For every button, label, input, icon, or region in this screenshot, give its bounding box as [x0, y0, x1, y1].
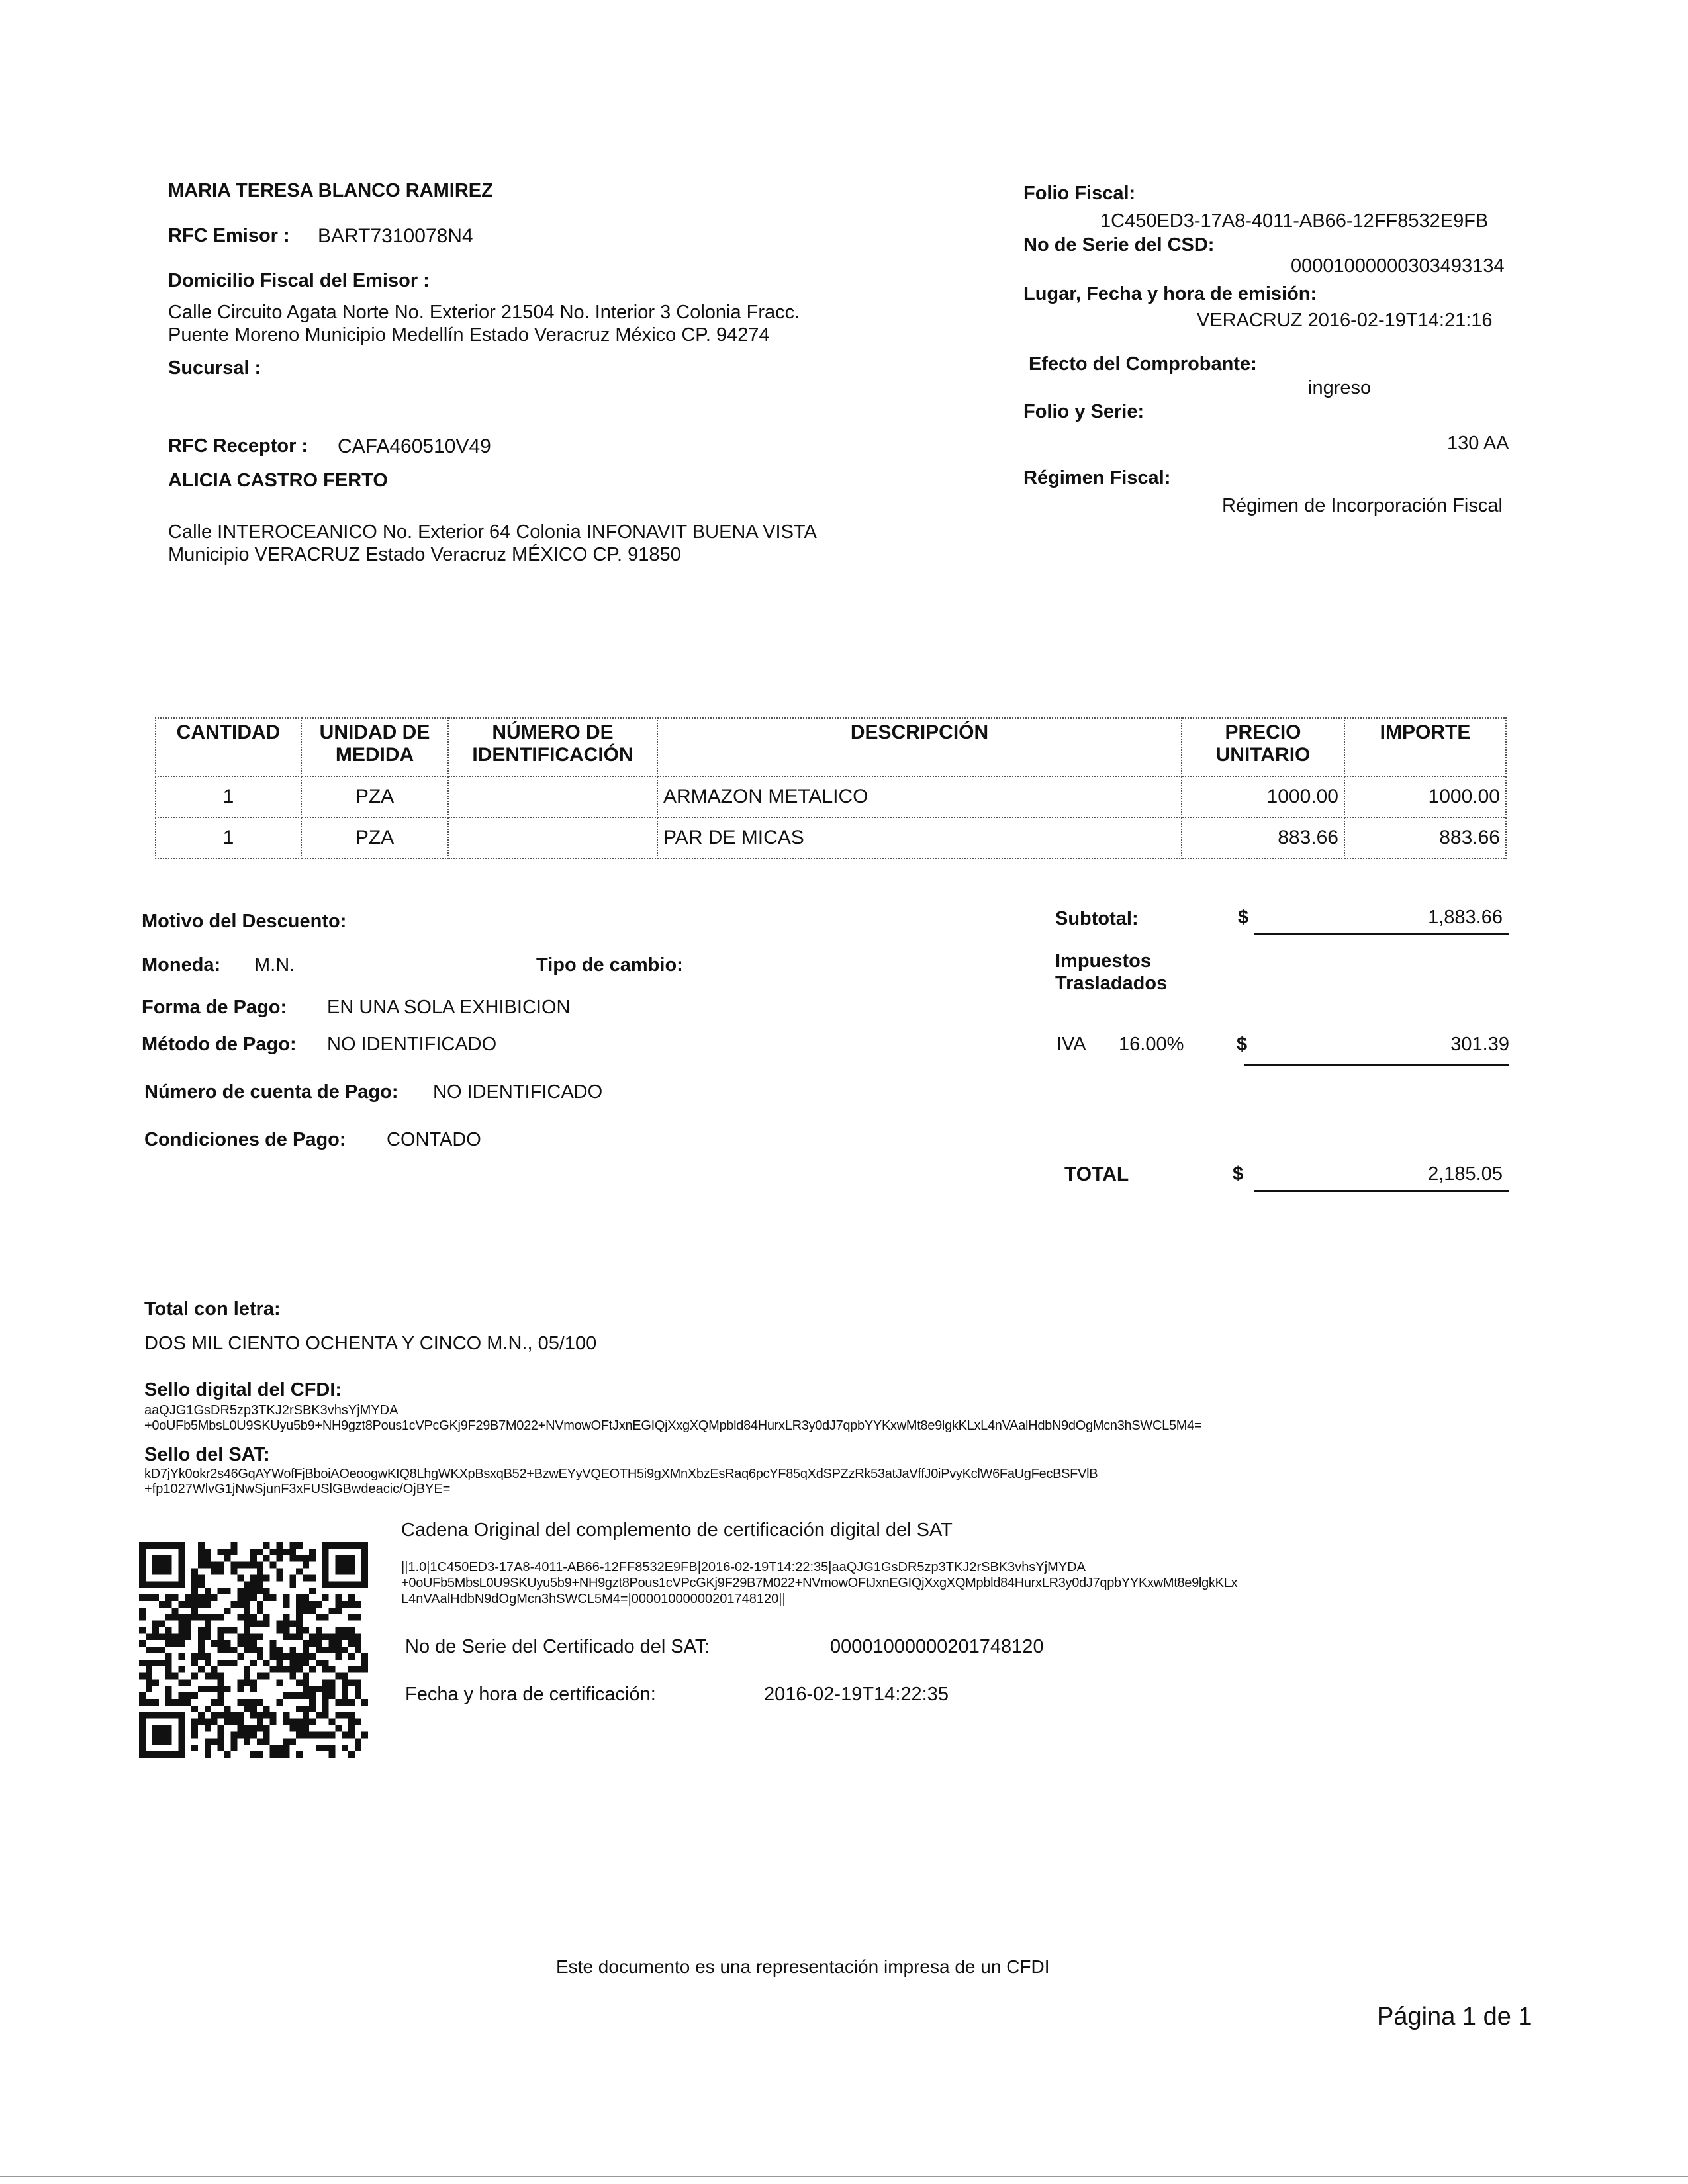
table-header-row: [156, 718, 1506, 776]
cuenta-pago-value: NO IDENTIFICADO: [433, 1081, 603, 1103]
cell-importe: 883.66: [1344, 817, 1506, 858]
regimen-value: Régimen de Incorporación Fiscal: [1222, 495, 1503, 516]
tipo-cambio-label: Tipo de cambio:: [536, 954, 683, 976]
condiciones-pago-value: CONTADO: [387, 1129, 481, 1150]
receptor-name: ALICIA CASTRO FERTO: [168, 470, 388, 491]
cell-numero: [448, 817, 657, 858]
receptor-address-line2: Municipio VERACRUZ Estado Veracruz MÉXICO CP. 91850: [168, 544, 681, 565]
cell-unidad: PZA: [301, 817, 448, 858]
cadena-line3: L4nVAalHdbN9dOgMcn3hSWCL5M4=|00001000000201748120||: [401, 1592, 786, 1606]
cell-precio: 883.66: [1182, 817, 1344, 858]
sello-cfdi-line1: aaQJG1GsDR5zp3TKJ2rSBK3vhsYjMYDA: [144, 1403, 399, 1418]
regimen-label: Régimen Fiscal:: [1023, 467, 1171, 488]
rfc-receptor-value: CAFA460510V49: [338, 435, 491, 457]
impuestos-label: Impuestos: [1055, 950, 1152, 972]
sello-cfdi-label: Sello digital del CFDI:: [144, 1379, 342, 1400]
iva-label: IVA: [1056, 1034, 1086, 1055]
header-descripcion: DESCRIPCIÓN: [657, 718, 1182, 776]
iva-underline: [1244, 1064, 1509, 1066]
rfc-emisor-value: BART7310078N4: [318, 225, 473, 247]
total-letra-value: DOS MIL CIENTO OCHENTA Y CINCO M.N., 05/100: [144, 1333, 597, 1354]
moneda-label: Moneda:: [142, 954, 221, 976]
cell-precio: 1000.00: [1182, 776, 1344, 817]
sello-sat-line1: kD7jYk0okr2s46GqAYWofFjBboiAOeoogwKIQ8LhgWKXpBsxqB52+BzwEYyVQEOTH5i9gXMnXbzEsRaq6pcYF85qXdSPZzRk53atJaVffJ0iPvyKclW6FaUgFecBSFVlB: [144, 1467, 1098, 1481]
fecha-certificacion-value: 2016-02-19T14:22:35: [764, 1684, 949, 1705]
cuenta-pago-label: Número de cuenta de Pago:: [144, 1081, 399, 1103]
header-importe: IMPORTE: [1344, 718, 1506, 776]
forma-pago-label: Forma de Pago:: [142, 997, 287, 1018]
lugar-fecha-value: VERACRUZ 2016-02-19T14:21:16: [1197, 310, 1493, 331]
folio-serie-value: 130 AA: [1447, 433, 1509, 454]
cell-importe: 1000.00: [1344, 776, 1506, 817]
folio-fiscal-label: Folio Fiscal:: [1023, 183, 1136, 204]
motivo-descuento-label: Motivo del Descuento:: [142, 911, 347, 932]
iva-value: 301.39: [1450, 1034, 1509, 1055]
cadena-line2: +0oUFb5MbsL0U9SKUyu5b9+NH9gzt8Pous1cVPcGKj9F29B7M022+NVmowOFtJxnEGIQjXxgXQMpbld84HurxLR3y0dJ7qpbYYKxwMt8e9lgkKLx: [401, 1576, 1238, 1590]
sucursal-label: Sucursal :: [168, 357, 261, 379]
receptor-address-line1: Calle INTEROCEANICO No. Exterior 64 Colonia INFONAVIT BUENA VISTA: [168, 522, 817, 543]
emisor-name: MARIA TERESA BLANCO RAMIREZ: [168, 180, 493, 201]
currency-symbol: $: [1238, 907, 1249, 928]
subtotal-underline: [1254, 933, 1509, 935]
total-letra-label: Total con letra:: [144, 1298, 281, 1320]
subtotal-value: 1,883.66: [1428, 907, 1503, 928]
footer-note: Este documento es una representación impresa de un CFDI: [556, 1956, 1050, 1977]
domicilio-line2: Puente Moreno Municipio Medellín Estado Veracruz México CP. 94274: [168, 324, 770, 345]
condiciones-pago-label: Condiciones de Pago:: [144, 1129, 346, 1150]
header-cantidad: CANTIDAD: [156, 718, 301, 776]
folio-fiscal-value: 1C450ED3-17A8-4011-AB66-12FF8532E9FB: [1100, 210, 1489, 232]
moneda-value: M.N.: [254, 954, 295, 976]
items-table: [155, 717, 1507, 859]
currency-symbol: $: [1237, 1034, 1248, 1055]
total-label: TOTAL: [1064, 1163, 1129, 1185]
sello-sat-line2: +fp1027WlvG1jNwSjunF3xFUSlGBwdeacic/OjBYE=: [144, 1482, 451, 1496]
lugar-fecha-label: Lugar, Fecha y hora de emisión:: [1023, 283, 1317, 304]
cell-descripcion: ARMAZON METALICO: [657, 776, 1182, 817]
cell-unidad: PZA: [301, 776, 448, 817]
cell-cantidad: 1: [156, 776, 301, 817]
cadena-title: Cadena Original del complemento de certificación digital del SAT: [401, 1520, 953, 1541]
trasladados-label: Trasladados: [1055, 973, 1168, 994]
efecto-label: Efecto del Comprobante:: [1029, 353, 1257, 375]
iva-rate: 16.00%: [1119, 1034, 1184, 1055]
domicilio-line1: Calle Circuito Agata Norte No. Exterior 21504 No. Interior 3 Colonia Fracc.: [168, 302, 800, 323]
qr-code: [139, 1542, 368, 1758]
cell-cantidad: 1: [156, 817, 301, 858]
metodo-pago-label: Método de Pago:: [142, 1034, 297, 1055]
rfc-receptor-label: RFC Receptor :: [168, 435, 308, 457]
serie-certificado-label: No de Serie del Certificado del SAT:: [405, 1636, 710, 1657]
subtotal-label: Subtotal:: [1055, 908, 1139, 929]
folio-serie-label: Folio y Serie:: [1023, 401, 1145, 422]
header-numero: NÚMERO DE IDENTIFICACIÓN: [448, 718, 657, 776]
serie-csd-value: 00001000000303493134: [1291, 255, 1505, 277]
page-number: Página 1 de 1: [1377, 2003, 1532, 2030]
currency-symbol: $: [1233, 1163, 1244, 1185]
serie-csd-label: No de Serie del CSD:: [1023, 234, 1215, 255]
table-row: [156, 776, 1506, 817]
cadena-line1: ||1.0|1C450ED3-17A8-4011-AB66-12FF8532E9FB|2016-02-19T14:22:35|aaQJG1GsDR5zp3TKJ2rSBK3vhsYjMYDA: [401, 1560, 1086, 1574]
total-value: 2,185.05: [1428, 1163, 1503, 1185]
serie-certificado-value: 00001000000201748120: [830, 1636, 1044, 1657]
rfc-emisor-label: RFC Emisor :: [168, 225, 290, 246]
cell-descripcion: PAR DE MICAS: [657, 817, 1182, 858]
page-edge-line: [0, 2176, 1688, 2177]
domicilio-label: Domicilio Fiscal del Emisor :: [168, 270, 430, 291]
metodo-pago-value: NO IDENTIFICADO: [327, 1034, 497, 1055]
header-unidad: UNIDAD DE MEDIDA: [301, 718, 448, 776]
fecha-certificacion-label: Fecha y hora de certificación:: [405, 1684, 656, 1705]
efecto-value: ingreso: [1308, 377, 1372, 398]
sello-cfdi-line2: +0oUFb5MbsL0U9SKUyu5b9+NH9gzt8Pous1cVPcGKj9F29B7M022+NVmowOFtJxnEGIQjXxgXQMpbld84HurxLR3y0dJ7qpbYYKxwMt8e9lgkKLxL4nVAalHdbN9dOgMcn3hSWCL5M4=: [144, 1418, 1202, 1433]
total-underline: [1254, 1190, 1509, 1192]
forma-pago-value: EN UNA SOLA EXHIBICION: [327, 997, 571, 1018]
sello-sat-label: Sello del SAT:: [144, 1444, 270, 1465]
table-row: [156, 817, 1506, 858]
cell-numero: [448, 776, 657, 817]
header-precio: PRECIO UNITARIO: [1182, 718, 1344, 776]
